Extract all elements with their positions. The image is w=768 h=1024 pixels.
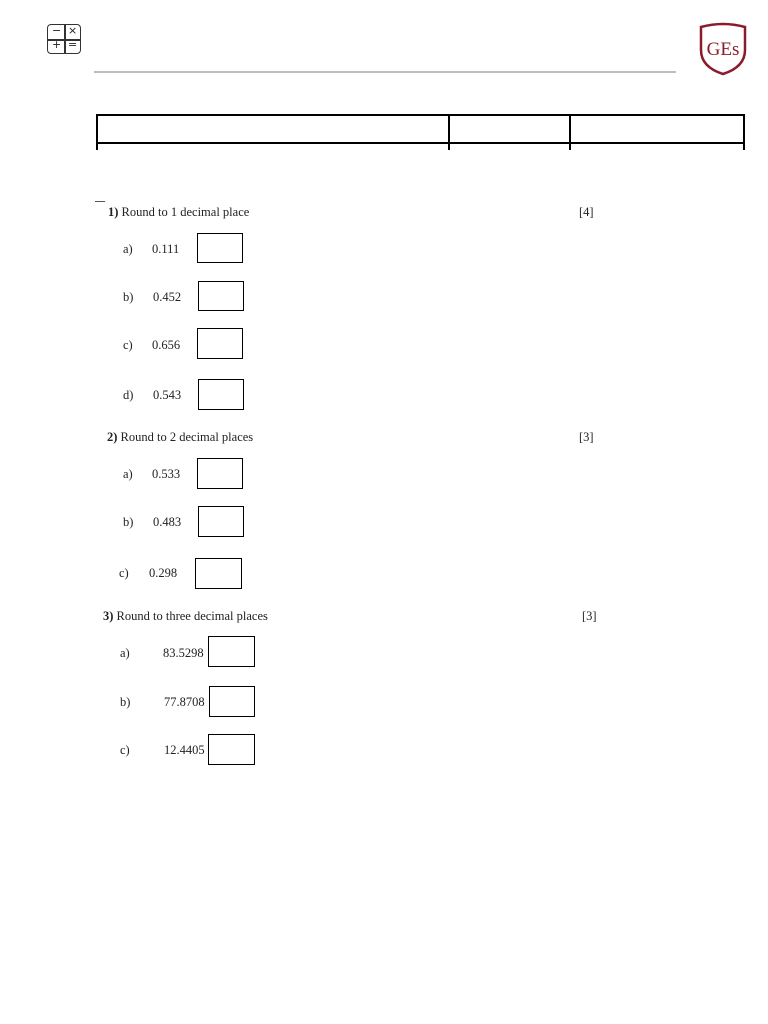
question-1-marks: [4] (579, 205, 594, 219)
question-2-marks: [3] (579, 430, 594, 444)
calculator-icon: − × + = (47, 24, 81, 54)
part-label: a) (120, 646, 130, 660)
part-label: c) (120, 743, 130, 757)
question-text: Round to three decimal places (116, 609, 268, 623)
answer-box-2c[interactable] (195, 558, 242, 589)
answer-box-1d[interactable] (198, 379, 244, 410)
question-text: Round to 2 decimal places (120, 430, 254, 444)
part-label: c) (123, 338, 133, 352)
question-3-marks: [3] (582, 609, 597, 623)
part-value: 0.656 (152, 338, 181, 352)
part-value: 0.533 (152, 467, 181, 481)
question-number: 2) (107, 430, 118, 444)
part-label: a) (123, 467, 133, 481)
svg-text:GEs: GEs (706, 39, 740, 60)
answer-box-3c[interactable] (208, 734, 255, 765)
part-value: 12.4405 (164, 743, 205, 757)
short-dash-mark (95, 201, 105, 202)
part-value: 0.543 (153, 388, 182, 402)
header-divider (94, 71, 676, 73)
part-value: 77.8708 (164, 695, 205, 709)
school-crest-logo (698, 22, 748, 76)
part-label: c) (119, 566, 129, 580)
answer-box-3b[interactable] (209, 686, 255, 717)
question-1-heading (108, 205, 249, 219)
part-value: 0.452 (153, 290, 182, 304)
question-2-heading (107, 430, 253, 444)
part-value: 0.298 (149, 566, 178, 580)
question-number: 1) (108, 205, 119, 219)
question-text: Round to 1 decimal place (121, 205, 250, 219)
answer-box-1c[interactable] (197, 328, 243, 359)
part-value: 83.5298 (163, 646, 204, 660)
answer-box-1a[interactable] (197, 233, 243, 263)
part-label: a) (123, 242, 133, 256)
answer-box-3a[interactable] (208, 636, 255, 667)
part-value: 0.111 (152, 242, 180, 256)
question-number: 3) (103, 609, 114, 623)
answer-box-2a[interactable] (197, 458, 243, 489)
part-value: 0.483 (153, 515, 182, 529)
question-3-heading (103, 609, 268, 623)
answer-box-1b[interactable] (198, 281, 244, 311)
student-info-table (96, 114, 745, 150)
part-label: b) (123, 515, 134, 529)
part-label: b) (123, 290, 134, 304)
part-label: d) (123, 388, 134, 402)
answer-box-2b[interactable] (198, 506, 244, 537)
part-label: b) (120, 695, 131, 709)
